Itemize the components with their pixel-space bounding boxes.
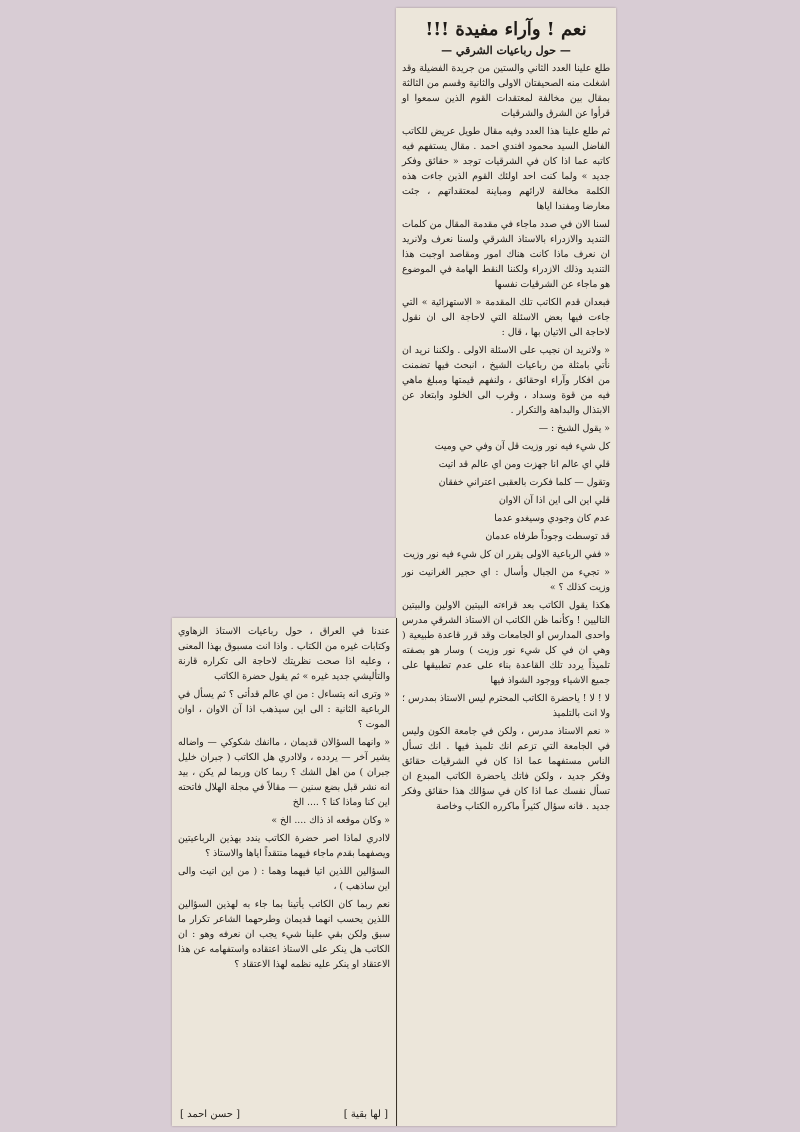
verse-line: قلي اي عالم انا جهزت ومن اي عالم قد اتيت	[438, 459, 610, 470]
paragraph: « وترى انه يتساءل : من اي عالم قدأتى ؟ ثم يسأل في الرباعية الثانية : الى اين سيذهب اذا آن الاوان ، اوان الموت ؟	[178, 689, 390, 730]
paragraph: « يقول الشيخ : —	[538, 423, 610, 434]
paragraph: لا ! لا ! ياحضرة الكاتب المحترم ليس الاستاذ بمدرس ؛ ولا انت بالتلميذ	[402, 693, 610, 719]
article-continuation-column	[172, 618, 396, 1126]
verse-line: كل شيء فيه نور وزيت قل آن وفي حي وميت	[434, 441, 610, 452]
paragraph: « تجيء من الجبال وأسال : اي حجير الغرانيت نور وزيت كذلك ؟ »	[402, 567, 610, 593]
verse-line: قلي اين الى اين اذا آن الاوان	[498, 495, 610, 506]
paragraph: « وكان موقعه اذ ذاك .... الخ »	[271, 815, 390, 826]
paragraph: هكذا يقول الكاتب بعد قراءته البيتين الاولين والبيتين التاليين ! وكأنما ظن الكاتب ان الاستاذ الشرقي مدرس واحدى المدارس او الجامعات وقد قرر قاعدة طبيعية ( وهي ان في كل شيء نور وزيت ) وسار هو بصفته تلميذاً يردد تلك القاعدة بناء على عدم تطبيقها على جميع الاشياء ووجود الشواذ فيها	[402, 600, 610, 686]
left-column-body	[172, 618, 396, 1126]
paragraph: فبعدان قدم الكاتب تلك المقدمة « الاستهزائية » التي جاءت فيها بعض الاسئلة التي لاحاجة الى ان نقول لاحاجة الى الاتيان بها ، قال :	[402, 297, 610, 338]
paragraph: السؤالين اللذين اتيا فيهما وهما : ( من اين اتيت والى اين ساذهب ) ،	[178, 866, 390, 892]
article-footer	[180, 1109, 388, 1120]
column-divider	[396, 618, 397, 1126]
paragraph: لاادري لماذا اصر حضرة الكاتب يندد بهذين الرباعيتين ويصفهما بقدم ماجاء فيهما منتقداً اياها والاستاذ ؟	[178, 833, 390, 859]
paragraph: « ولانريد ان نجيب على الاسئلة الاولى . ولكننا نريد ان نأتي بامثلة من رباعيات الشيخ ، انبحث فيها تضمنت من افكار وآراء اوحقائق ، ولنفهم قيمتها ومبلغ ماهي فيه من قوة وسداد ، وقرب الى الخلود وابتعاد عن الابتذال والبداهة والتكرار .	[402, 345, 610, 416]
verse-line: وتقول — كلما فكرت بالعقبى اعتراني خفقان	[438, 477, 610, 488]
article-headline: نعم ! وآراء مفيدة !!!	[425, 19, 587, 40]
paragraph: « ففي الرباعية الاولى يقرر ان كل شيء فيه نور وزيت	[403, 549, 610, 560]
paragraph: ثم طلع علينا هذا العدد وفيه مقال طويل عريض للكاتب الفاضل السيد محمود افندي احمد . مقال يستفهم فيه كاتبه عما اذا كان في الشرقيات توجد « حقائق وفكر جديد » ولما كنت احد اولئك القوم الذين جاءت هذه الكلمة مخالفة لارائهم ومباينة لمعتقداتهم ، جئت معارضا ومفندا اياها	[402, 126, 610, 212]
paragraph: لسنا الان في صدد ماجاء في مقدمة المقال من كلمات التنديد والازدراء بالاستاذ الشرقي ولسنا نعرف ولانريد ان نعرف ماذا كانت هناك امور ومقاصد اوجبت هذا التنديد وذلك الازدراء ولكننا النقط الهامة في الموضوع هو ماجاء عن الشرقيات نفسها	[402, 219, 610, 290]
verse-line: عدم كان وجودي وسيغدو عدما	[494, 513, 610, 524]
paragraph: « نعم الاستاذ مدرس ، ولكن في جامعة الكون وليس في الجامعة التي تزعم انك تلميذ فيها . انك تسأل الناس مستفهما عما اذا كان في الشرقيات حقائق وفكر جديد ، ولكن فاتك ياحضرة الكاتب المبدع ان تسأل نفسك عما اذا كان في سؤالك هذا حقائق وفكر جديد . فانه سؤال كثيراً ماكرره الكتاب وخاصة	[402, 726, 610, 812]
main-column-body	[396, 8, 616, 1126]
article-main-column	[396, 8, 616, 1126]
paragraph: طلع علينا العدد الثاني والستين من جريدة الفضيلة وقد اشغلت منه الصحيفتان الاولى والثانية وقسم من الثالثة بمقال بين مخالفة لمعتقدات القوم الذين سمعوا او قرأوا عن الشرق والشرقيات	[402, 63, 610, 119]
continued-note: [ لها بقية ]	[343, 1109, 388, 1120]
paragraph: عندنا في العراق ، حول رباعيات الاستاذ الزهاوي وكتابات غيره من الكتاب . واذا انت مسبوق بهذا المعنى ، وعليه اذا صحت نظريتك لاحاجة الى تكراره قارنة والتأليشي جديد غيره » ثم يقول حضرة الكاتب	[178, 626, 390, 682]
article-subheading: — حول رباعيات الشرقي —	[441, 44, 571, 57]
paragraph: « وانهما السؤالان قديمان ، ماانفك شكوكي — واضاله يشير آخر — يردده ، ولاادري هل الكاتب ( جبران خليل جبران ) من اهل الشك ؟ ربما كان وربما لم يكن ، بيد انه نشر قبل بضع سنين — مقالاً في مجلة الهلال فاتحته اين كنا وماذا كنا ؟ .... الخ	[178, 737, 390, 808]
paragraph: نعم ربما كان الكاتب يأتينا بما جاء به لهذين السؤالين اللذين يحسب انهما قديمان وطرحهما الشاعر تكرار ما سبق ولكن بقي علينا شيء يجب ان نعرفه وهو : ان الكاتب هل ينكر على الاستاذ اعتقاده واستفهامه عن هذا الاعتقاد او ينكر عليه نظمه لهذا الاعتقاد ؟	[178, 899, 390, 970]
verse-line: قد توسطت وجوداً طرفاه عدمان	[485, 531, 610, 542]
author-signature: [ حسن احمد ]	[180, 1109, 241, 1120]
